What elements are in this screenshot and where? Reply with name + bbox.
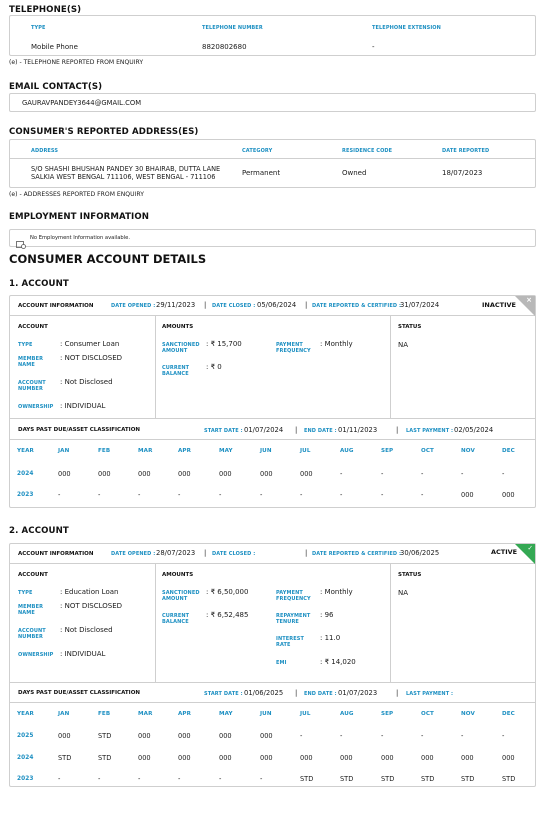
account-1-card: [9, 295, 536, 508]
interest-rate-label: INTEREST RATE: [276, 636, 304, 648]
dpd-label: DAYS PAST DUE/ASSET CLASSIFICATION: [18, 690, 140, 696]
account-number-text: Not Disclosed: [64, 626, 113, 634]
dpd-cell: 000: [58, 470, 71, 478]
month-header: APR: [178, 711, 192, 717]
dpd-cell: -: [98, 491, 101, 499]
dpd-cell: -: [461, 732, 464, 740]
frequency-text: Monthly: [324, 340, 353, 348]
dpd-cell: STD: [58, 754, 72, 762]
year-cell: 2025: [17, 733, 34, 739]
current-balance-text: ₹ 6,52,485: [210, 611, 249, 619]
member-text: NOT DISCLOSED: [64, 354, 123, 362]
date-reported-value: 30/06/2025: [400, 549, 440, 557]
employment-section-title: EMPLOYMENT INFORMATION: [9, 212, 150, 222]
account-1-header: [10, 296, 535, 316]
consumer-account-title: CONSUMER ACCOUNT DETAILS: [9, 252, 207, 266]
dpd-cell: STD: [300, 775, 314, 783]
separator: |: [396, 426, 399, 434]
sanctioned-text: ₹ 6,50,000: [210, 588, 249, 596]
sanctioned-label: SANCTIONED AMOUNT: [162, 590, 200, 602]
separator: |: [204, 549, 207, 557]
dpd-cell: STD: [421, 775, 435, 783]
tenure-value: : 96: [320, 611, 334, 619]
dpd-header-divider: [10, 702, 535, 703]
dpd-cell: -: [178, 775, 181, 783]
account-number-label: ACCOUNT NUMBER: [18, 628, 46, 640]
start-date-label: START DATE :: [204, 691, 243, 697]
date-reported-label: DATE REPORTED & CERTIFIED :: [312, 303, 402, 309]
residence-code-header: RESIDENCE CODE: [342, 148, 393, 154]
dpd-cell: 000: [58, 732, 71, 740]
month-header: JUL: [300, 711, 311, 717]
last-payment-label: LAST PAYMENT :: [406, 691, 454, 697]
dpd-cell: 000: [461, 491, 474, 499]
member-label: MEMBER NAME: [18, 356, 44, 368]
date-reported-label: DATE REPORTED & CERTIFIED :: [312, 551, 402, 557]
month-header: MAY: [219, 448, 233, 454]
month-header: MAY: [219, 711, 233, 717]
account-column-label: ACCOUNT: [18, 572, 48, 578]
status-value: NA: [398, 341, 409, 349]
telephone-number-header: TELEPHONE NUMBER: [202, 25, 263, 31]
ownership-label: OWNERSHIP: [18, 652, 54, 658]
month-header: YEAR: [17, 711, 34, 717]
dpd-cell: -: [340, 470, 343, 478]
dpd-cell: STD: [461, 775, 475, 783]
address-header: ADDRESS: [31, 148, 59, 154]
start-date-value: 01/07/2024: [244, 426, 284, 434]
ownership-label: OWNERSHIP: [18, 404, 54, 410]
end-date-label: END DATE :: [304, 691, 337, 697]
col-divider: [390, 564, 391, 682]
month-header: AUG: [340, 711, 354, 717]
dpd-cell: 000: [178, 754, 191, 762]
employment-box: [9, 229, 536, 247]
ownership-value: : INDIVIDUAL: [60, 650, 106, 658]
date-closed-label: DATE CLOSED :: [212, 303, 256, 309]
date-closed-label: DATE CLOSED :: [212, 551, 256, 557]
dpd-cell: -: [219, 775, 222, 783]
address-date-reported: 18/07/2023: [442, 169, 483, 177]
dpd-cell: STD: [502, 775, 516, 783]
date-closed-value: 05/06/2024: [257, 301, 297, 309]
member-label: MEMBER NAME: [18, 604, 44, 616]
account-number-text: Not Disclosed: [64, 378, 113, 386]
type-label: TYPE: [18, 590, 33, 596]
month-header: JUN: [260, 711, 272, 717]
type-value: : Consumer Loan: [60, 340, 120, 348]
separator: |: [204, 301, 207, 309]
account-2-title: 2. ACCOUNT: [9, 526, 69, 536]
dpd-cell: -: [300, 732, 303, 740]
status-value: NA: [398, 589, 409, 597]
interest-rate-value: : 11.0: [320, 634, 341, 642]
status-column-label: STATUS: [398, 324, 422, 330]
telephone-extension-header: TELEPHONE EXTENSION: [372, 25, 441, 31]
info-icon: [16, 234, 26, 253]
dpd-cell: 000: [138, 754, 151, 762]
dpd-cell: -: [461, 470, 464, 478]
dpd-cell: -: [421, 470, 424, 478]
end-date-value: 01/07/2023: [338, 689, 378, 697]
address-line-1: S/O SHASHI BHUSHAN PANDEY 30 BHAIRAB, DUTTA LANE: [31, 165, 221, 173]
month-header: SEP: [381, 448, 394, 454]
type-value: : Education Loan: [60, 588, 119, 596]
account-2-card: [9, 543, 536, 787]
address-section-title: CONSUMER'S REPORTED ADDRESS(ES): [9, 127, 199, 137]
dpd-cell: STD: [98, 732, 112, 740]
account-info-label: ACCOUNT INFORMATION: [18, 303, 94, 309]
date-opened-value: 29/11/2023: [156, 301, 196, 309]
tenure-text: 96: [324, 611, 334, 619]
ownership-text: INDIVIDUAL: [64, 402, 106, 410]
dpd-cell: -: [98, 775, 101, 783]
email-section-title: EMAIL CONTACT(S): [9, 82, 103, 92]
account-number-label: ACCOUNT NUMBER: [18, 380, 46, 392]
dpd-cell: STD: [340, 775, 354, 783]
dpd-cell: -: [421, 732, 424, 740]
email-box: [9, 93, 536, 112]
telephone-section-title: TELEPHONE(S): [9, 5, 82, 15]
dpd-cell: -: [381, 491, 384, 499]
current-balance-label: CURRENT BALANCE: [162, 613, 190, 625]
dpd-cell: -: [502, 732, 505, 740]
dpd-cell: -: [421, 491, 424, 499]
sanctioned-label: SANCTIONED AMOUNT: [162, 342, 200, 354]
month-header: FEB: [98, 711, 111, 717]
address-table: [9, 139, 536, 188]
dpd-label: DAYS PAST DUE/ASSET CLASSIFICATION: [18, 427, 140, 433]
sanctioned-value: : ₹ 15,700: [206, 340, 242, 348]
sanctioned-value: : ₹ 6,50,000: [206, 588, 249, 596]
telephone-type-value: Mobile Phone: [31, 43, 78, 51]
date-opened-value: 28/07/2023: [156, 549, 196, 557]
dpd-cell: 000: [502, 754, 515, 762]
last-payment-label: LAST PAYMENT :: [406, 428, 454, 434]
dpd-cell: -: [381, 732, 384, 740]
dpd-cell: -: [219, 491, 222, 499]
dpd-cell: 000: [300, 470, 313, 478]
dpd-cell: -: [58, 491, 61, 499]
col-divider: [155, 316, 156, 418]
email-value: GAURAVPANDEY3644@GMAIL.COM: [22, 99, 142, 107]
month-header: DEC: [502, 711, 515, 717]
month-header: JAN: [58, 448, 70, 454]
last-payment-value: 02/05/2024: [454, 426, 494, 434]
member-text: NOT DISCLOSED: [64, 602, 123, 610]
account-2-header: [10, 544, 535, 564]
col-divider: [390, 316, 391, 418]
separator: |: [305, 549, 308, 557]
dpd-cell: -: [138, 775, 141, 783]
month-header: SEP: [381, 711, 394, 717]
dpd-cell: -: [138, 491, 141, 499]
year-cell: 2024: [17, 471, 34, 477]
check-icon: ✓: [527, 544, 533, 552]
month-header: AUG: [340, 448, 354, 454]
amounts-column-label: AMOUNTS: [162, 324, 194, 330]
dpd-cell: 000: [138, 470, 151, 478]
type-label: TYPE: [18, 342, 33, 348]
dpd-cell: -: [300, 491, 303, 499]
employment-message: No Employment Information available.: [30, 235, 130, 241]
separator: |: [295, 426, 298, 434]
date-opened-label: DATE OPENED :: [111, 551, 156, 557]
separator: |: [295, 689, 298, 697]
dpd-header-divider: [10, 439, 535, 440]
frequency-label: PAYMENT FREQUENCY: [276, 590, 311, 602]
dpd-cell: 000: [178, 732, 191, 740]
account-number-value: : Not Disclosed: [60, 626, 113, 634]
dpd-cell: -: [260, 491, 263, 499]
ownership-value: : INDIVIDUAL: [60, 402, 106, 410]
inactive-corner: [515, 296, 535, 316]
month-header: YEAR: [17, 448, 34, 454]
current-balance-value: : ₹ 6,52,485: [206, 611, 249, 619]
telephone-number-value: 8820802680: [202, 43, 247, 51]
date-opened-label: DATE OPENED :: [111, 303, 156, 309]
dpd-cell: 000: [340, 754, 353, 762]
dpd-cell: 000: [219, 732, 232, 740]
month-header: MAR: [138, 711, 153, 717]
dpd-cell: STD: [381, 775, 395, 783]
month-header: JAN: [58, 711, 70, 717]
dpd-cell: -: [260, 775, 263, 783]
end-date-label: END DATE :: [304, 428, 337, 434]
dpd-cell: 000: [260, 754, 273, 762]
dpd-cell: -: [178, 491, 181, 499]
interest-rate-text: 11.0: [324, 634, 341, 642]
dpd-cell: 000: [178, 470, 191, 478]
frequency-label: PAYMENT FREQUENCY: [276, 342, 311, 354]
emi-value: : ₹ 14,020: [320, 658, 356, 666]
separator: |: [305, 301, 308, 309]
separator: |: [396, 689, 399, 697]
current-balance-label: CURRENT BALANCE: [162, 365, 190, 377]
frequency-text: Monthly: [324, 588, 353, 596]
sanctioned-text: ₹ 15,700: [210, 340, 242, 348]
month-header: NOV: [461, 448, 475, 454]
dpd-cell: -: [340, 732, 343, 740]
dpd-cell: -: [340, 491, 343, 499]
status-badge: ACTIVE: [491, 548, 518, 556]
account-info-label: ACCOUNT INFORMATION: [18, 551, 94, 557]
dpd-cell: 000: [502, 491, 515, 499]
month-header: OCT: [421, 448, 434, 454]
member-value: : NOT DISCLOSED: [60, 354, 123, 362]
dpd-cell: -: [502, 470, 505, 478]
account-column-label: ACCOUNT: [18, 324, 48, 330]
frequency-value: : Monthly: [320, 588, 353, 596]
col-divider: [155, 564, 156, 682]
dpd-cell: 000: [421, 754, 434, 762]
account-number-value: : Not Disclosed: [60, 378, 113, 386]
type-text: Consumer Loan: [64, 340, 120, 348]
account-1-title: 1. ACCOUNT: [9, 279, 69, 289]
start-date-label: START DATE :: [204, 428, 243, 434]
dpd-cell: 000: [260, 732, 273, 740]
month-header: DEC: [502, 448, 515, 454]
year-cell: 2023: [17, 776, 34, 782]
telephone-table: [9, 15, 536, 56]
category-header: CATEGORY: [242, 148, 273, 154]
month-header: JUL: [300, 448, 311, 454]
telephone-extension-value: -: [372, 43, 375, 51]
close-icon: ×: [526, 296, 532, 304]
dpd-cell: 000: [461, 754, 474, 762]
month-header: MAR: [138, 448, 153, 454]
dpd-cell: -: [58, 775, 61, 783]
dpd-cell: 000: [219, 754, 232, 762]
dpd-cell: 000: [260, 470, 273, 478]
current-balance-value: : ₹ 0: [206, 363, 222, 371]
status-column-label: STATUS: [398, 572, 422, 578]
emi-text: ₹ 14,020: [324, 658, 356, 666]
emi-label: EMI: [276, 660, 287, 666]
address-header-divider: [10, 158, 535, 159]
dpd-cell: 000: [98, 470, 111, 478]
address-line-2: SALKIA WEST BENGAL 711106, WEST BENGAL - 711106: [31, 173, 216, 181]
amounts-column-label: AMOUNTS: [162, 572, 194, 578]
ownership-text: INDIVIDUAL: [64, 650, 106, 658]
member-value: : NOT DISCLOSED: [60, 602, 123, 610]
month-header: JUN: [260, 448, 272, 454]
address-category: Permanent: [242, 169, 281, 177]
date-reported-header: DATE REPORTED: [442, 148, 490, 154]
year-cell: 2023: [17, 492, 34, 498]
address-note: (e) - ADDRESSES REPORTED FROM ENQUIRY: [9, 191, 144, 198]
tenure-label: REPAYMENT TENURE: [276, 613, 311, 625]
month-header: NOV: [461, 711, 475, 717]
date-reported-value: 31/07/2024: [400, 301, 440, 309]
start-date-value: 01/06/2025: [244, 689, 284, 697]
dpd-cell: 000: [219, 470, 232, 478]
year-cell: 2024: [17, 755, 34, 761]
month-header: APR: [178, 448, 192, 454]
dpd-cell: -: [381, 470, 384, 478]
type-text: Education Loan: [64, 588, 119, 596]
dpd-cell: 000: [381, 754, 394, 762]
month-header: FEB: [98, 448, 111, 454]
dpd-cell: STD: [98, 754, 112, 762]
telephone-type-header: TYPE: [31, 25, 46, 31]
status-badge: INACTIVE: [482, 301, 516, 309]
dpd-divider: [10, 418, 535, 419]
month-header: OCT: [421, 711, 434, 717]
dpd-cell: 000: [138, 732, 151, 740]
dpd-cell: 000: [300, 754, 313, 762]
current-balance-text: ₹ 0: [210, 363, 222, 371]
frequency-value: : Monthly: [320, 340, 353, 348]
dpd-divider: [10, 682, 535, 683]
address-residence-code: Owned: [342, 169, 367, 177]
end-date-value: 01/11/2023: [338, 426, 378, 434]
telephone-note: (e) - TELEPHONE REPORTED FROM ENQUIRY: [9, 59, 144, 66]
